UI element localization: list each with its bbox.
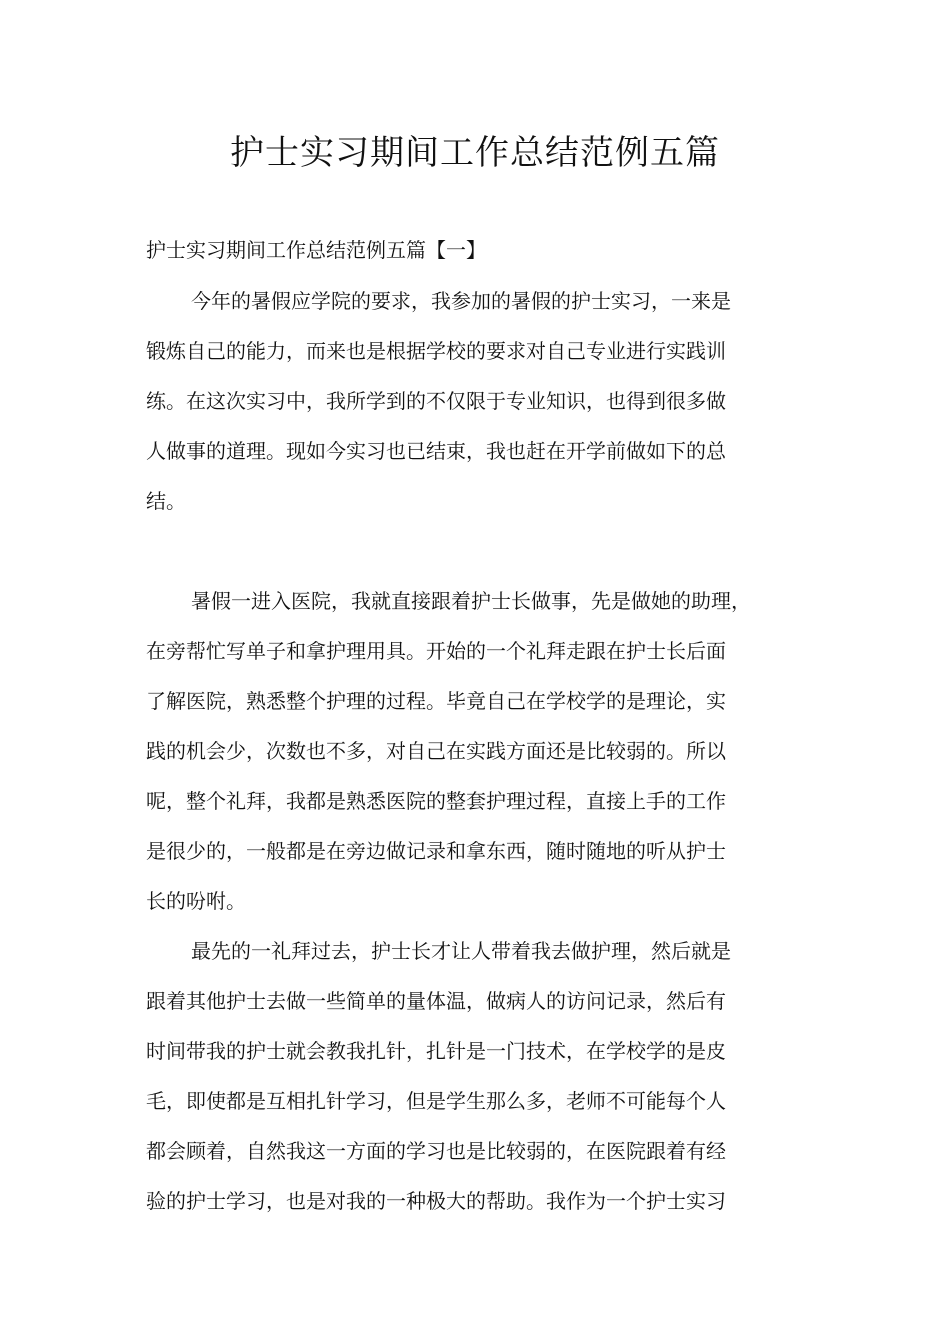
paragraph-line: 人做事的道理。现如今实习也已结束，我也赶在开学前做如下的总 — [146, 439, 726, 463]
paragraph-line: 练。在这次实习中，我所学到的不仅限于专业知识，也得到很多做 — [146, 389, 726, 413]
paragraph-line: 结。 — [146, 489, 186, 513]
paragraph-1 — [146, 276, 806, 526]
paragraph-line: 了解医院，熟悉整个护理的过程。毕竟自己在学校学的是理论，实 — [146, 689, 726, 713]
paragraph-line: 是很少的，一般都是在旁边做记录和拿东西，随时随地的听从护士 — [146, 839, 726, 863]
paragraph-line: 践的机会少，次数也不多，对自己在实践方面还是比较弱的。所以 — [146, 739, 726, 763]
paragraph-line: 暑假一进入医院，我就直接跟着护士长做事，先是做她的助理， — [191, 589, 751, 613]
paragraph-line: 时间带我的护士就会教我扎针，扎针是一门技术，在学校学的是皮 — [146, 1039, 726, 1063]
paragraph-line: 今年的暑假应学院的要求，我参加的暑假的护士实习，一来是 — [191, 289, 731, 313]
paragraph-line: 验的护士学习，也是对我的一种极大的帮助。我作为一个护士实习 — [146, 1189, 726, 1213]
paragraph-line: 锻炼自己的能力，而来也是根据学校的要求对自己专业进行实践训 — [146, 339, 726, 363]
paragraph-line: 呢，整个礼拜，我都是熟悉医院的整套护理过程，直接上手的工作 — [146, 789, 726, 813]
paragraph-line: 最先的一礼拜过去，护士长才让人带着我去做护理，然后就是 — [191, 939, 731, 963]
paragraph-line: 毛，即使都是互相扎针学习，但是学生那么多，老师不可能每个人 — [146, 1089, 726, 1113]
paragraph-2 — [146, 576, 806, 926]
paragraph-line: 在旁帮忙写单子和拿护理用具。开始的一个礼拜走跟在护士长后面 — [146, 639, 726, 663]
paragraph-line: 都会顾着，自然我这一方面的学习也是比较弱的，在医院跟着有经 — [146, 1139, 726, 1163]
section-heading: 护士实习期间工作总结范例五篇【一】 — [146, 238, 486, 262]
document-title: 护士实习期间工作总结范例五篇 — [230, 133, 720, 173]
paragraph-line: 跟着其他护士去做一些简单的量体温，做病人的访问记录，然后有 — [146, 989, 726, 1013]
paragraph-3 — [146, 926, 806, 1226]
paragraph-line: 长的吩咐。 — [146, 889, 246, 913]
